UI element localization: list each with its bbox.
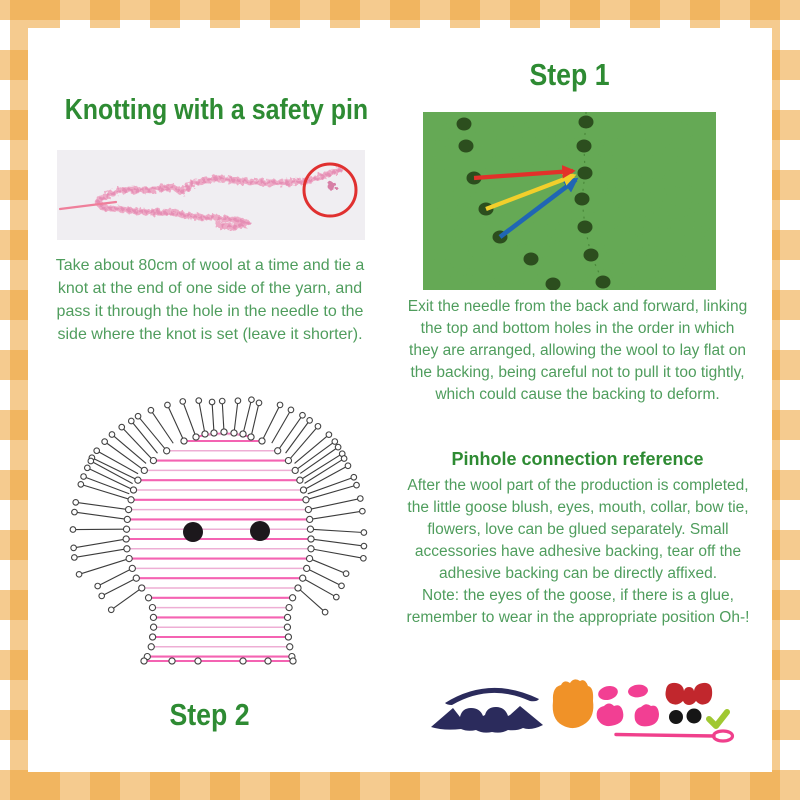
step1-heading-text: Step 1 (529, 57, 611, 92)
felt-accessories-image (430, 670, 775, 745)
goose-stitch-diagram (52, 392, 392, 688)
step1-heading (415, 57, 725, 93)
step2-heading-text: Step 2 (169, 697, 251, 732)
instruction-card (28, 28, 772, 772)
knotting-instructions: Take about 80cm of wool at a time and tie a knot at the end of one side of the yarn, and pass it through the hole in the needle to the side where the knot is set (leave it shorter). (55, 257, 365, 343)
step2-heading (40, 697, 380, 733)
stitching-instructions: Exit the needle from the back and forward, linking the top and bottom holes in the order in which they are arranged, allowing the wool to lay flat on the backing, being careful not to pull it too tightly, which could cause the backing to deform. (407, 298, 748, 403)
knotting-title-text: Knotting with a safety pin (64, 94, 369, 126)
knotting-title (40, 94, 380, 127)
pinhole-reference-title: Pinhole connection reference (451, 449, 704, 469)
felt-stitching-photo (423, 112, 716, 290)
pinhole-reference-block (402, 475, 754, 629)
yarn-photo (57, 150, 365, 240)
pinhole-reference-paragraph: After the wool part of the production is completed, the little goose blush, eyes, mouth, collar, bow tie, flowers, love can be glued separately. Small accessories have adhesive backing, tear off the adhesive backing can be directly affixed. (407, 477, 749, 582)
pinhole-reference-note: Note: the eyes of the goose, if there is a glue, remember to wear in the appropriate position Oh-! (406, 587, 750, 626)
